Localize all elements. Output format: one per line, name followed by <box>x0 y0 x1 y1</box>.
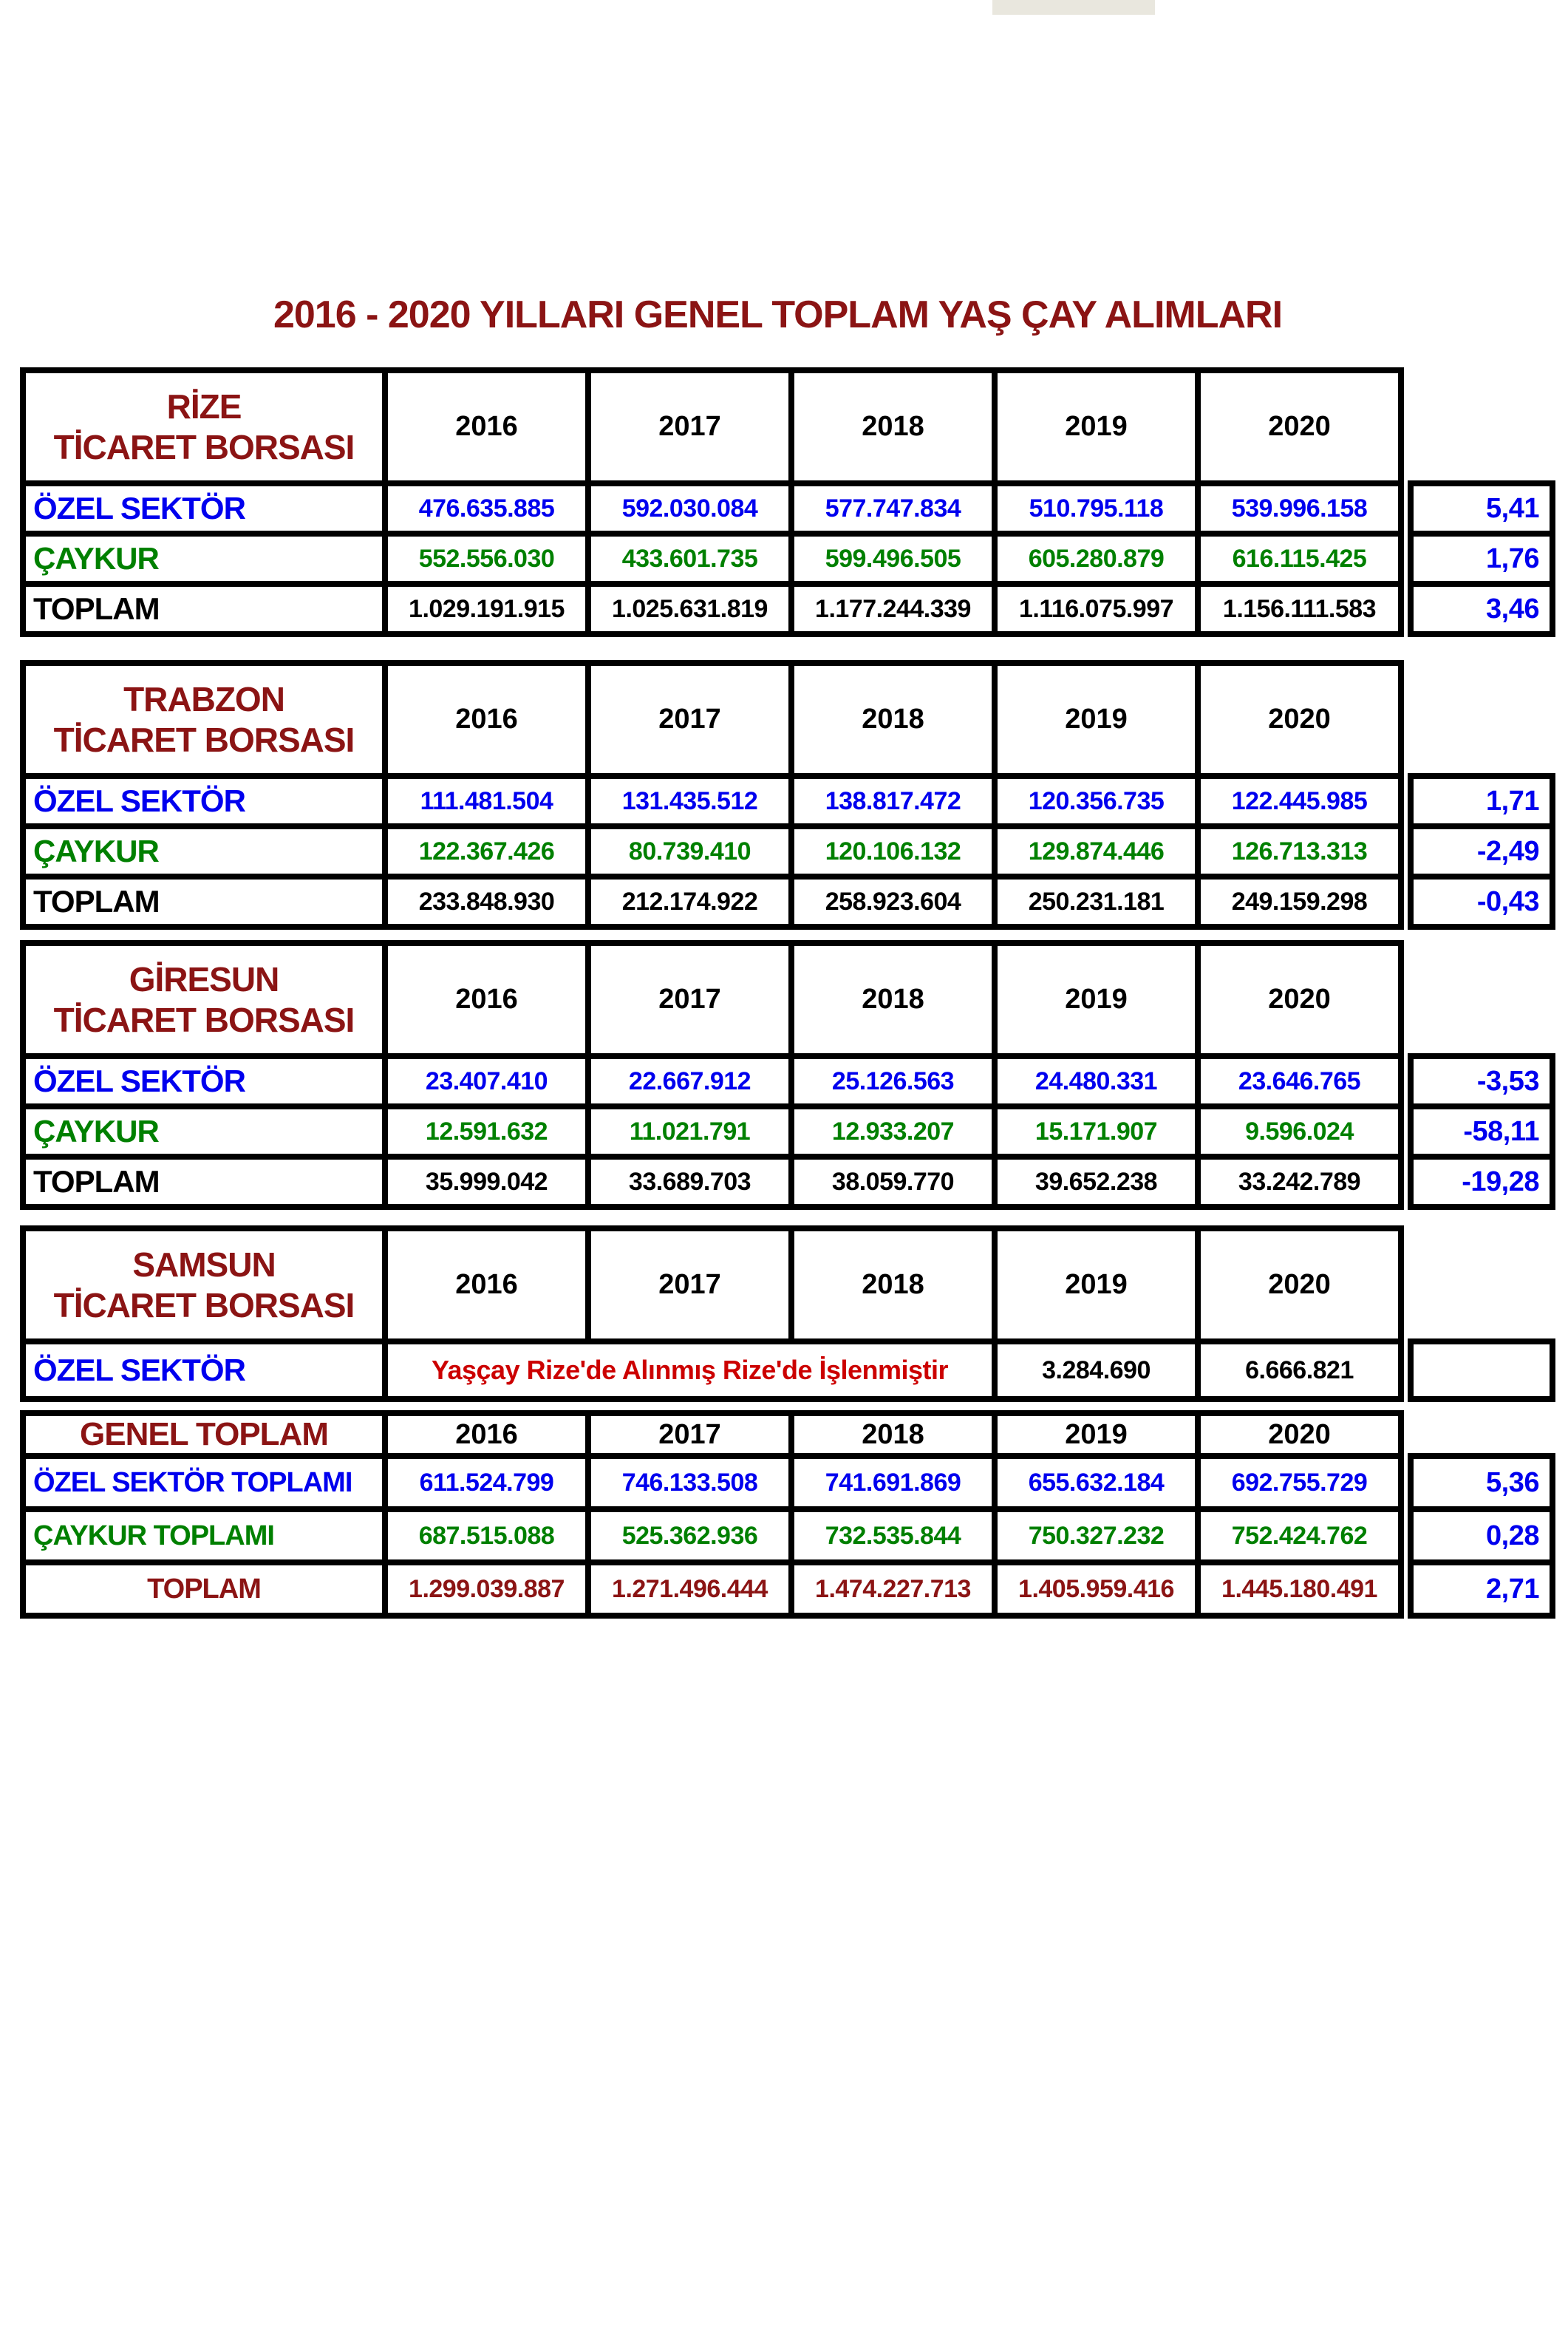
year-header: 2017 <box>591 946 788 1053</box>
genel-toplam-title: GENEL TOPLAM <box>26 1416 382 1453</box>
value-cell: 120.106.132 <box>794 829 992 874</box>
value-cell: 23.407.410 <box>388 1059 585 1103</box>
trabzon-table-title <box>26 666 382 773</box>
percent-cell: -58,11 <box>1414 1109 1550 1154</box>
year-header: 2020 <box>1201 373 1398 480</box>
year-header: 2017 <box>591 1416 788 1453</box>
value-cell: 138.817.472 <box>794 779 992 823</box>
giresun-percent-column <box>1408 1053 1555 1210</box>
row-label: ÖZEL SEKTÖR <box>26 1059 382 1103</box>
giresun-section <box>20 940 1555 1210</box>
samsun-percent-column <box>1408 1338 1555 1402</box>
genel-toplam-section <box>20 1410 1555 1619</box>
rize-table <box>20 367 1404 637</box>
value-cell: 3.284.690 <box>998 1344 1195 1396</box>
value-cell: 249.159.298 <box>1201 880 1398 924</box>
trabzon-section <box>20 660 1555 930</box>
value-cell: 1.271.496.444 <box>591 1565 788 1613</box>
year-header: 2020 <box>1201 666 1398 773</box>
value-cell: 752.424.762 <box>1201 1512 1398 1559</box>
value-cell: 122.445.985 <box>1201 779 1398 823</box>
value-cell: 1.405.959.416 <box>998 1565 1195 1613</box>
value-cell: 592.030.084 <box>591 486 788 531</box>
year-header: 2019 <box>998 1416 1195 1453</box>
value-cell: 746.133.508 <box>591 1459 788 1506</box>
value-cell: 250.231.181 <box>998 880 1195 924</box>
year-header: 2018 <box>794 373 992 480</box>
year-header: 2020 <box>1201 1231 1398 1338</box>
value-cell: 35.999.042 <box>388 1160 585 1204</box>
value-cell: 233.848.930 <box>388 880 585 924</box>
rize-title-line2: TİCARET BORSASI <box>53 427 355 466</box>
value-cell: 732.535.844 <box>794 1512 992 1559</box>
year-header: 2019 <box>998 1231 1195 1338</box>
row-label: ÖZEL SEKTÖR <box>26 779 382 823</box>
value-cell: 577.747.834 <box>794 486 992 531</box>
genel-percent-column <box>1408 1453 1555 1619</box>
samsun-table <box>20 1225 1404 1402</box>
trabzon-title-line1: TRABZON <box>123 680 284 719</box>
year-header: 2017 <box>591 666 788 773</box>
value-cell: 1.025.631.819 <box>591 587 788 631</box>
value-cell: 616.115.425 <box>1201 537 1398 581</box>
value-cell: 122.367.426 <box>388 829 585 874</box>
year-header: 2019 <box>998 946 1195 1053</box>
value-cell: 741.691.869 <box>794 1459 992 1506</box>
value-cell: 129.874.446 <box>998 829 1195 874</box>
year-header: 2016 <box>388 373 585 480</box>
value-cell: 12.591.632 <box>388 1109 585 1154</box>
percent-cell: 0,28 <box>1414 1512 1550 1559</box>
top-edge-artifact <box>992 0 1155 15</box>
year-header: 2016 <box>388 1231 585 1338</box>
value-cell: 6.666.821 <box>1201 1344 1398 1396</box>
value-cell: 38.059.770 <box>794 1160 992 1204</box>
percent-cell: 5,36 <box>1414 1459 1550 1506</box>
percent-cell: 1,76 <box>1414 537 1550 581</box>
row-label: TOPLAM <box>26 880 382 924</box>
rize-percent-column <box>1408 480 1555 637</box>
row-label: TOPLAM <box>26 1565 382 1613</box>
value-cell: 33.689.703 <box>591 1160 788 1204</box>
samsun-title-line1: SAMSUN <box>132 1245 276 1285</box>
year-header: 2020 <box>1201 946 1398 1053</box>
year-header: 2016 <box>388 946 585 1053</box>
samsun-title-line2: TİCARET BORSASI <box>53 1285 355 1324</box>
value-cell: 12.933.207 <box>794 1109 992 1154</box>
value-cell: 525.362.936 <box>591 1512 788 1559</box>
value-cell: 687.515.088 <box>388 1512 585 1559</box>
row-label: TOPLAM <box>26 587 382 631</box>
trabzon-title-line2: TİCARET BORSASI <box>53 720 355 759</box>
rize-title-line1: RİZE <box>166 387 242 426</box>
percent-cell: 5,41 <box>1414 486 1550 531</box>
trabzon-percent-column <box>1408 773 1555 930</box>
value-cell: 1.116.075.997 <box>998 587 1195 631</box>
year-header: 2017 <box>591 373 788 480</box>
value-cell: 258.923.604 <box>794 880 992 924</box>
row-label: ÖZEL SEKTÖR <box>26 1344 382 1396</box>
percent-cell: 1,71 <box>1414 779 1550 823</box>
genel-toplam-table <box>20 1410 1404 1619</box>
value-cell: 126.713.313 <box>1201 829 1398 874</box>
trabzon-table <box>20 660 1404 930</box>
value-cell: 11.021.791 <box>591 1109 788 1154</box>
page-title: 2016 - 2020 YILLARI GENEL TOPLAM YAŞ ÇAY ALIMLARI <box>273 293 1283 336</box>
percent-cell: 2,71 <box>1414 1565 1550 1613</box>
percent-cell <box>1414 1344 1550 1396</box>
year-header: 2017 <box>591 1231 788 1338</box>
year-header: 2018 <box>794 1416 992 1453</box>
year-header: 2019 <box>998 666 1195 773</box>
value-cell: 15.171.907 <box>998 1109 1195 1154</box>
year-header: 2018 <box>794 666 992 773</box>
value-cell: 552.556.030 <box>388 537 585 581</box>
value-cell: 611.524.799 <box>388 1459 585 1506</box>
row-label: ÖZEL SEKTÖR TOPLAMI <box>26 1459 382 1506</box>
rize-section <box>20 367 1555 637</box>
giresun-title-line2: TİCARET BORSASI <box>53 1000 355 1039</box>
year-header: 2018 <box>794 946 992 1053</box>
giresun-table <box>20 940 1404 1210</box>
year-header: 2020 <box>1201 1416 1398 1453</box>
value-cell: 1.299.039.887 <box>388 1565 585 1613</box>
value-cell: 1.029.191.915 <box>388 587 585 631</box>
value-cell: 476.635.885 <box>388 486 585 531</box>
rize-table-title <box>26 373 382 480</box>
samsun-note: Yaşçay Rize'de Alınmış Rize'de İşlenmiştir <box>388 1344 992 1396</box>
value-cell: 1.156.111.583 <box>1201 587 1398 631</box>
value-cell: 599.496.505 <box>794 537 992 581</box>
value-cell: 120.356.735 <box>998 779 1195 823</box>
value-cell: 1.445.180.491 <box>1201 1565 1398 1613</box>
value-cell: 655.632.184 <box>998 1459 1195 1506</box>
value-cell: 39.652.238 <box>998 1160 1195 1204</box>
percent-cell: -3,53 <box>1414 1059 1550 1103</box>
value-cell: 80.739.410 <box>591 829 788 874</box>
value-cell: 111.481.504 <box>388 779 585 823</box>
samsun-table-title <box>26 1231 382 1338</box>
value-cell: 9.596.024 <box>1201 1109 1398 1154</box>
row-label: ÇAYKUR TOPLAMI <box>26 1512 382 1559</box>
row-label: ÖZEL SEKTÖR <box>26 486 382 531</box>
value-cell: 1.474.227.713 <box>794 1565 992 1613</box>
value-cell: 605.280.879 <box>998 537 1195 581</box>
value-cell: 433.601.735 <box>591 537 788 581</box>
year-header: 2018 <box>794 1231 992 1338</box>
value-cell: 510.795.118 <box>998 486 1195 531</box>
value-cell: 22.667.912 <box>591 1059 788 1103</box>
value-cell: 212.174.922 <box>591 880 788 924</box>
year-header: 2016 <box>388 1416 585 1453</box>
year-header: 2016 <box>388 666 585 773</box>
value-cell: 25.126.563 <box>794 1059 992 1103</box>
value-cell: 750.327.232 <box>998 1512 1195 1559</box>
percent-cell: -2,49 <box>1414 829 1550 874</box>
value-cell: 23.646.765 <box>1201 1059 1398 1103</box>
value-cell: 1.177.244.339 <box>794 587 992 631</box>
row-label: ÇAYKUR <box>26 537 382 581</box>
giresun-table-title <box>26 946 382 1053</box>
row-label: TOPLAM <box>26 1160 382 1204</box>
percent-cell: -0,43 <box>1414 880 1550 924</box>
value-cell: 692.755.729 <box>1201 1459 1398 1506</box>
year-header: 2019 <box>998 373 1195 480</box>
samsun-section <box>20 1225 1555 1402</box>
value-cell: 539.996.158 <box>1201 486 1398 531</box>
value-cell: 24.480.331 <box>998 1059 1195 1103</box>
giresun-title-line1: GİRESUN <box>129 960 279 999</box>
percent-cell: 3,46 <box>1414 587 1550 631</box>
row-label: ÇAYKUR <box>26 1109 382 1154</box>
row-label: ÇAYKUR <box>26 829 382 874</box>
percent-cell: -19,28 <box>1414 1160 1550 1204</box>
value-cell: 131.435.512 <box>591 779 788 823</box>
value-cell: 33.242.789 <box>1201 1160 1398 1204</box>
